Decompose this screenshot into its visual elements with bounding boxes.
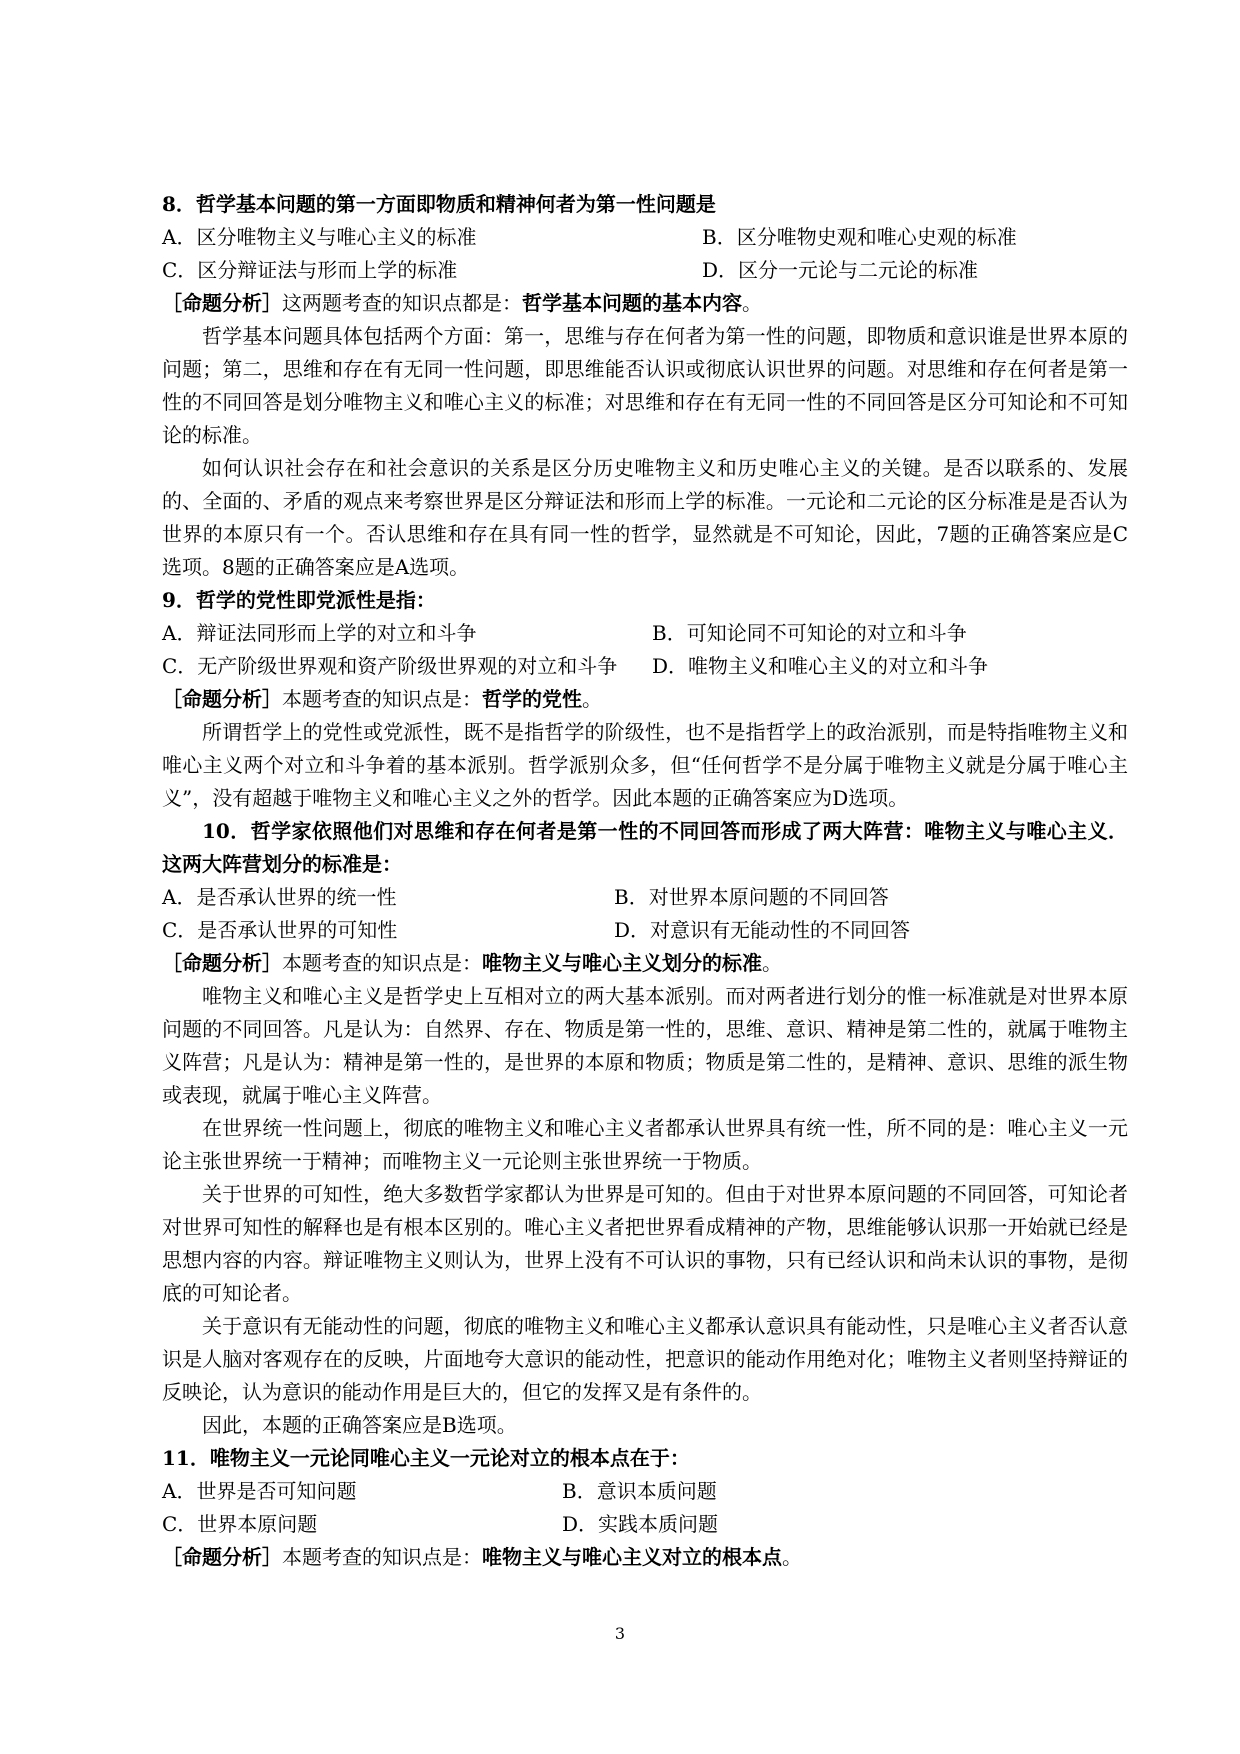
- analysis-label: ［命题分析］: [162, 687, 282, 711]
- option-d: D．区分一元论与二元论的标准: [702, 258, 979, 282]
- question-9-title: 9．哲学的党性即党派性是指：: [162, 588, 436, 612]
- analysis-text: 本题考查的知识点是：: [282, 687, 482, 711]
- question-11-options: [162, 1475, 1128, 1541]
- page-number: 3: [614, 1624, 626, 1643]
- paragraph: 关于世界的可知性，绝大多数哲学家都认为世界是可知的。但由于对世界本原问题的不同回答，可知论者对世界可知性的解释也是有根本区别的。唯心主义者把世界看成精神的产物，思维能够认识那一开始就已经是思想内容的内容。辩证唯物主义则认为，世界上没有不可认识的事物，只有已经认识和尚未认识的事物，是彻底的可知论者。: [162, 1182, 1128, 1305]
- paragraph: 因此，本题的正确答案应是B选项。: [202, 1413, 517, 1437]
- option-c: C．无产阶级世界观和资产阶级世界观的对立和斗争: [162, 654, 618, 678]
- question-8-analysis: [162, 287, 1128, 320]
- option-a: A．区分唯物主义与唯心主义的标准: [162, 225, 477, 249]
- question-8-options: [162, 221, 1128, 287]
- question-8-title: 8．哲学基本问题的第一方面即物质和精神何者为第一性问题是: [162, 192, 716, 216]
- paragraph: 关于意识有无能动性的问题，彻底的唯物主义和唯心主义都承认意识具有能动性，只是唯心主义者否认意识是人脑对客观存在的反映，片面地夸大意识的能动性，把意识的能动作用绝对化；唯物主义者则坚持辩证的反映论，认为意识的能动作用是巨大的，但它的发挥又是有条件的。: [162, 1314, 1128, 1404]
- option-b: B．可知论同不可知论的对立和斗争: [652, 621, 967, 645]
- analysis-end: 。: [582, 687, 602, 711]
- analysis-end: 。: [782, 1545, 802, 1569]
- option-b: B．区分唯物史观和唯心史观的标准: [702, 225, 1017, 249]
- option-b: B．对世界本原问题的不同回答: [614, 885, 889, 909]
- document-body: [162, 188, 1128, 1574]
- analysis-end: 。: [762, 951, 782, 975]
- question-9-options: [162, 617, 1128, 683]
- analysis-key: 哲学的党性: [482, 687, 582, 711]
- paragraph: 如何认识社会存在和社会意识的关系是区分历史唯物主义和历史唯心主义的关键。是否以联系的、发展的、全面的、矛盾的观点来考察世界是区分辩证法和形而上学的标准。一元论和二元论的区分标准是是否认为世界的本原只有一个。否认思维和存在具有同一性的哲学，显然就是不可知论，因此，7题的正确答案应是C选项。8题的正确答案应是A选项。: [162, 456, 1128, 579]
- paragraph: 所谓哲学上的党性或党派性，既不是指哲学的阶级性，也不是指哲学上的政治派别，而是特指唯物主义和唯心主义两个对立和斗争着的基本派别。哲学派别众多，但“任何哲学不是分属于唯物主义就是分属于唯心主义”，没有超越于唯物主义和唯心主义之外的哲学。因此本题的正确答案应为D选项。: [162, 720, 1128, 810]
- analysis-key: 哲学基本问题的基本内容: [522, 291, 742, 315]
- option-d: D．唯物主义和唯心主义的对立和斗争: [652, 654, 989, 678]
- analysis-key: 唯物主义与唯心主义划分的标准: [482, 951, 762, 975]
- option-c: C．区分辩证法与形而上学的标准: [162, 258, 458, 282]
- paragraph: 在世界统一性问题上，彻底的唯物主义和唯心主义者都承认世界具有统一性，所不同的是：唯心主义一元论主张世界统一于精神；而唯物主义一元论则主张世界统一于物质。: [162, 1116, 1128, 1173]
- option-a: A．是否承认世界的统一性: [162, 885, 397, 909]
- question-11-analysis: [162, 1541, 1128, 1574]
- option-d: D．实践本质问题: [562, 1512, 719, 1536]
- analysis-label: ［命题分析］: [162, 951, 282, 975]
- analysis-label: ［命题分析］: [162, 291, 282, 315]
- analysis-text: 本题考查的知识点是：: [282, 951, 482, 975]
- question-11-title: 11．唯物主义一元论同唯心主义一元论对立的根本点在于：: [162, 1446, 690, 1470]
- question-10-options: [162, 881, 1128, 947]
- question-10-title: 10．哲学家依照他们对思维和存在何者是第一性的不同回答而形成了两大阵营：唯物主义与唯心主义．这两大阵营划分的标准是：: [162, 819, 1128, 876]
- option-c: C．是否承认世界的可知性: [162, 918, 398, 942]
- option-a: A．世界是否可知问题: [162, 1479, 357, 1503]
- option-a: A．辩证法同形而上学的对立和斗争: [162, 621, 477, 645]
- analysis-end: 。: [742, 291, 762, 315]
- paragraph: 唯物主义和唯心主义是哲学史上互相对立的两大基本派别。而对两者进行划分的惟一标准就是对世界本原问题的不同回答。凡是认为：自然界、存在、物质是第一性的，思维、意识、精神是第二性的，就属于唯物主义阵营；凡是认为：精神是第一性的，是世界的本原和物质；物质是第二性的，是精神、意识、思维的派生物或表现，就属于唯心主义阵营。: [162, 984, 1128, 1107]
- option-d: D．对意识有无能动性的不同回答: [614, 918, 911, 942]
- option-c: C．世界本原问题: [162, 1512, 318, 1536]
- option-b: B．意识本质问题: [562, 1479, 717, 1503]
- question-10-analysis: [162, 947, 1128, 980]
- paragraph: 哲学基本问题具体包括两个方面：第一，思维与存在何者为第一性的问题，即物质和意识谁是世界本原的问题；第二，思维和存在有无同一性问题，即思维能否认识或彻底认识世界的问题。对思维和存在何者是第一性的不同回答是划分唯物主义和唯心主义的标准；对思维和存在有无同一性的不同回答是区分可知论和不可知论的标准。: [162, 324, 1128, 447]
- analysis-text: 这两题考查的知识点都是：: [282, 291, 522, 315]
- analysis-label: ［命题分析］: [162, 1545, 282, 1569]
- question-9-analysis: [162, 683, 1128, 716]
- analysis-key: 唯物主义与唯心主义对立的根本点: [482, 1545, 782, 1569]
- analysis-text: 本题考查的知识点是：: [282, 1545, 482, 1569]
